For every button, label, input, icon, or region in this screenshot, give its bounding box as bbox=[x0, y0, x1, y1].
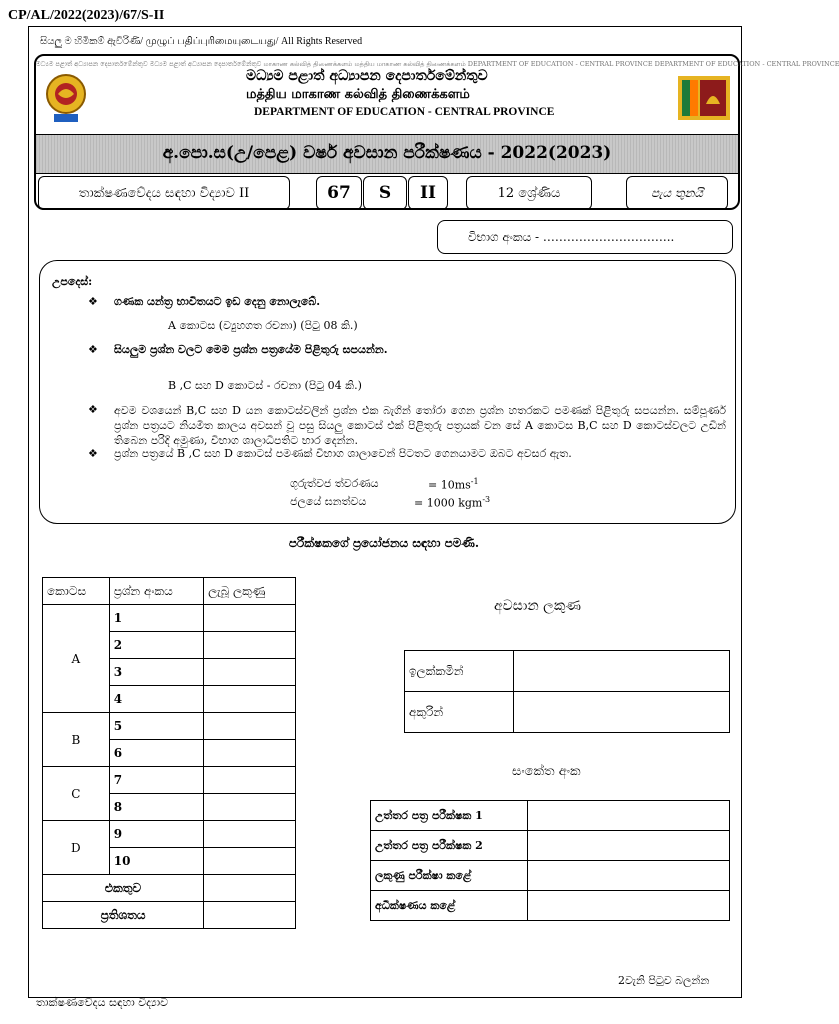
marks-cell[interactable] bbox=[204, 740, 296, 767]
province-title-si: මධ්‍යම පළාත් අධ්‍යාපන දෙපාර්තමේන්තුව bbox=[246, 68, 488, 84]
question-cell: 2 bbox=[109, 632, 203, 659]
marks-cell[interactable] bbox=[204, 821, 296, 848]
gravity-number: = 10ms bbox=[428, 478, 471, 492]
table-row bbox=[43, 767, 296, 794]
percentage-label: ප්‍රතිශතය bbox=[43, 902, 204, 929]
subject-box: තාක්ෂණවේදය සඳහා විද්‍යාව II bbox=[38, 176, 290, 210]
marks-cell[interactable] bbox=[204, 659, 296, 686]
table-row bbox=[43, 875, 296, 902]
question-cell: 6 bbox=[109, 740, 203, 767]
sri-lanka-emblem-icon bbox=[44, 70, 88, 126]
final-marks-cell[interactable] bbox=[514, 692, 730, 733]
marks-cell[interactable] bbox=[204, 794, 296, 821]
instruction-item: සියලුම ප්‍රශ්න වලට මෙම ප්‍රශ්න පත්‍රයේම පිළිතුරු සපයන්න. bbox=[114, 343, 388, 356]
section-cell: C bbox=[43, 767, 110, 821]
exam-title: අ.පො.ස(උ/පෙළ) වර්ෂ අවසාන පරීක්ෂණය - 2022(2023) bbox=[162, 143, 612, 163]
question-cell: 1 bbox=[109, 605, 203, 632]
code-row-label: උත්තර පත්‍ර පරීක්ෂක 1 bbox=[371, 801, 528, 831]
gravity-exponent: -1 bbox=[470, 477, 479, 486]
table-row bbox=[43, 713, 296, 740]
bullet-icon: ❖ bbox=[88, 343, 98, 356]
examiner-note: පරීක්ෂකගේ ප්‍රයෝජනය සඳහා පමණි. bbox=[288, 536, 480, 550]
section-cell: B bbox=[43, 713, 110, 767]
marks-table bbox=[42, 577, 296, 929]
subject-code-box: 67 bbox=[316, 176, 362, 210]
table-row bbox=[43, 605, 296, 632]
instructions-heading: උපදෙස්: bbox=[52, 275, 93, 288]
instruction-item: ප්‍රශ්න පත්‍රයේ B ,C සහ D කොටස් පමණක් විභාග ශාලාවෙන් පිටතට ගෙනයාමට ඔබට අවසර ඇත. bbox=[114, 447, 572, 460]
section-cell: D bbox=[43, 821, 110, 875]
question-cell: 9 bbox=[109, 821, 203, 848]
marks-cell[interactable] bbox=[204, 632, 296, 659]
rights-text: සියලු ම හිමිකම් ඇවිරිණි/ முழுப் பதிப்புரிமையுடையது/ All Rights Reserved bbox=[40, 36, 363, 47]
instruction-item: අවම වශයෙන් B,C සහ D යන කොටස්වලින් ප්‍රශ්න එක බැගින් තෝරා ගෙන ප්‍රශ්න හතරකට පමණක් පිළිතුරු සපයන්න. සම්පූර්ණ ප්‍රශ්න පත්‍රයට නියමිත කාලය අවසන් වූ පසු සියලු කොටස් එක් පිළිතුරු පත්‍රයක් වන සේ A කොටස B,C සහ D කොටස්වලට උඩින් තිබෙන පරිදි අමුණා, විභාග ශාලාධිපතිට භාර දෙන්න. bbox=[114, 404, 726, 447]
question-cell: 3 bbox=[109, 659, 203, 686]
density-value bbox=[414, 495, 490, 510]
table-row bbox=[371, 861, 730, 891]
turn-page-note: 2වැනි පිටුව බලන්න bbox=[618, 974, 710, 987]
header-cell: ලැබූ ලකුණු bbox=[204, 578, 296, 605]
table-row bbox=[43, 902, 296, 929]
table-row bbox=[371, 801, 730, 831]
bullet-icon: ❖ bbox=[88, 447, 98, 460]
code-cell[interactable] bbox=[528, 861, 730, 891]
total-cell[interactable] bbox=[204, 875, 296, 902]
marks-cell[interactable] bbox=[204, 848, 296, 875]
code-row-label: ලකුණු පරීක්ෂා කළේ bbox=[371, 861, 528, 891]
instruction-item: ගණක යන්ත්‍ර භාවිතයට ඉඩ දෙනු නොලැබේ. bbox=[114, 295, 321, 308]
percentage-cell[interactable] bbox=[204, 902, 296, 929]
question-cell: 7 bbox=[109, 767, 203, 794]
final-marks-table bbox=[404, 650, 730, 733]
code-numbers-table bbox=[370, 800, 730, 921]
code-numbers-title: සංකේත අංක bbox=[512, 764, 581, 779]
part-a-note: A කොටස (ව්‍යුහගත රචනා) (පිටු 08 කි.) bbox=[168, 319, 358, 332]
marks-cell[interactable] bbox=[204, 713, 296, 740]
question-cell: 10 bbox=[109, 848, 203, 875]
paper-number-box: II bbox=[408, 176, 448, 210]
gravity-value bbox=[428, 477, 479, 492]
exam-title-band bbox=[36, 134, 738, 174]
bullet-icon: ❖ bbox=[88, 403, 98, 416]
code-cell[interactable] bbox=[528, 801, 730, 831]
code-cell[interactable] bbox=[528, 831, 730, 861]
marks-cell[interactable] bbox=[204, 767, 296, 794]
marks-cell[interactable] bbox=[204, 605, 296, 632]
bullet-icon: ❖ bbox=[88, 295, 98, 308]
question-cell: 5 bbox=[109, 713, 203, 740]
part-bcd-note: B ,C සහ D කොටස් - රචනා (පිටු 04 කි.) bbox=[168, 379, 362, 392]
table-row bbox=[43, 821, 296, 848]
gravity-label: ගුරුත්වජ ත්වරණය bbox=[290, 477, 379, 490]
province-title-ta: மத்திய மாகாண கல்வித் திணைக்களம் bbox=[246, 87, 470, 102]
density-exponent: -3 bbox=[482, 495, 491, 504]
index-number-field[interactable]: විභාග අංකය - …………………………... bbox=[437, 220, 733, 254]
code-row-label: උත්තර පත්‍ර පරීක්ෂක 2 bbox=[371, 831, 528, 861]
density-label: ජලයේ ඝනත්වය bbox=[290, 495, 367, 508]
header-cell: කොටස bbox=[43, 578, 110, 605]
table-row bbox=[405, 651, 730, 692]
header-cell: ප්‍රශ්න අංකය bbox=[109, 578, 203, 605]
department-title: DEPARTMENT OF EDUCATION - CENTRAL PROVINCE bbox=[254, 106, 555, 118]
marks-cell[interactable] bbox=[204, 686, 296, 713]
time-box: පැය තුනයි bbox=[626, 176, 728, 210]
grade-box: 12 ශ්‍රේණිය bbox=[466, 176, 592, 210]
subject-letter-box: S bbox=[363, 176, 407, 210]
total-label: එකතුව bbox=[43, 875, 204, 902]
code-row-label: අධීක්ෂණය කළේ bbox=[371, 891, 528, 921]
final-marks-title: අවසාන ලකුණ bbox=[494, 598, 581, 614]
table-row bbox=[371, 831, 730, 861]
question-cell: 4 bbox=[109, 686, 203, 713]
code-cell[interactable] bbox=[528, 891, 730, 921]
section-cell: A bbox=[43, 605, 110, 713]
final-row-label: ඉලක්කමින් bbox=[405, 651, 514, 692]
table-row bbox=[371, 891, 730, 921]
paper-code: CP/AL/2022(2023)/67/S-II bbox=[8, 8, 165, 23]
instructions-box bbox=[39, 260, 736, 524]
table-header-row bbox=[43, 578, 296, 605]
sri-lanka-flag-icon bbox=[678, 76, 730, 120]
question-cell: 8 bbox=[109, 794, 203, 821]
header-watermark: මධ්‍යම පළාත් අධ්‍යාපන දෙපාර්තමේන්තුව මධ්‍යම පළාත් අධ්‍යාපන දෙපාර්තමේන්තුව மாகாண கல்வித் திணைக்களம் மத்திய மாகாண கல்வித் திணைக்களம் DEPARTMENT OF EDUCATION - CENTRAL PROVINCE DEPARTMENT OF EDUCATION - CENTRAL PROVINCE bbox=[36, 60, 839, 68]
final-marks-cell[interactable] bbox=[514, 651, 730, 692]
density-number: = 1000 kgm bbox=[414, 496, 483, 510]
final-row-label: අකුරින් bbox=[405, 692, 514, 733]
table-row bbox=[405, 692, 730, 733]
page-footer: තාක්ෂණවේදය සඳහා විද්‍යාව bbox=[36, 996, 169, 1009]
